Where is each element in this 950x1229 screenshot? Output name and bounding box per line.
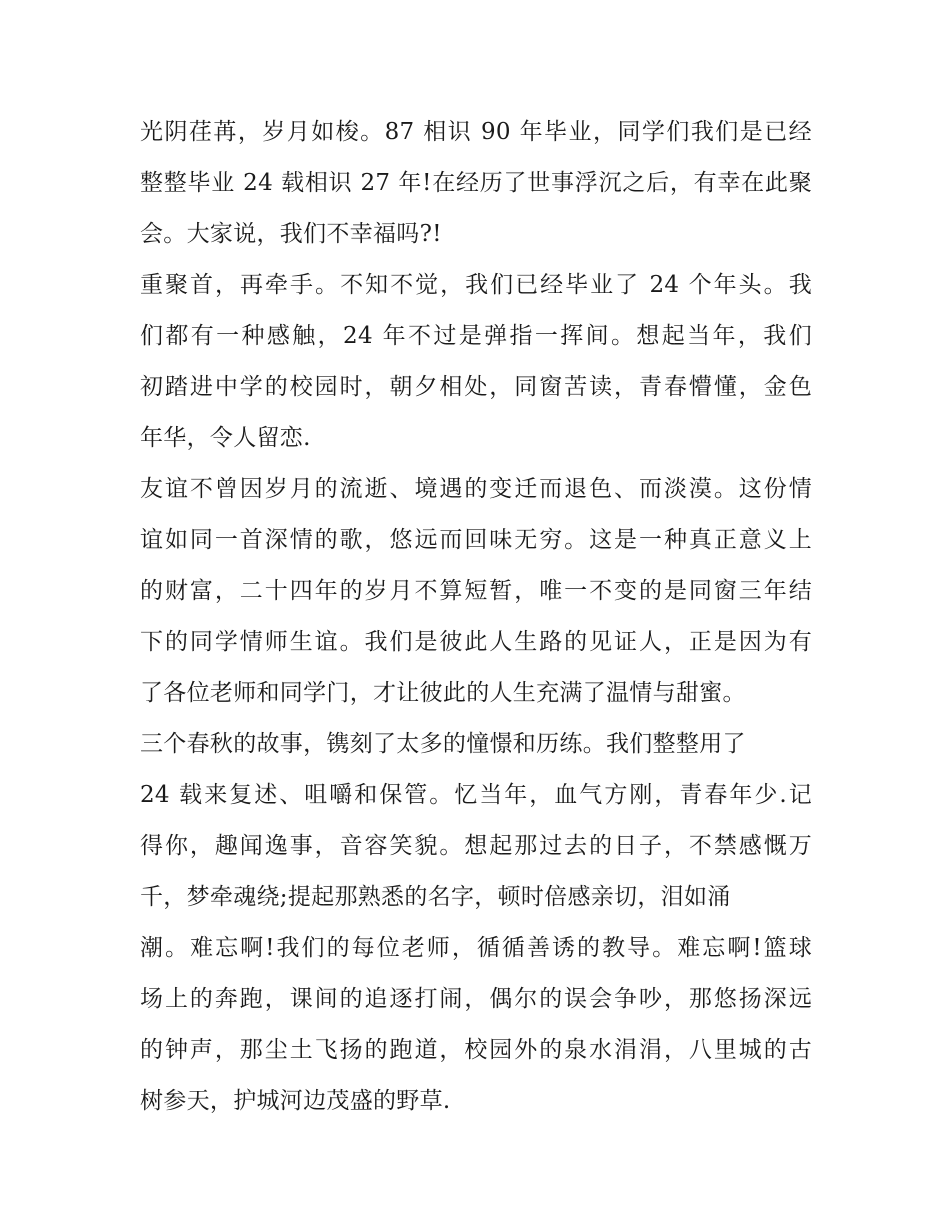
text-line: 年华，令人留恋. <box>140 425 311 451</box>
paragraph-4 <box>140 719 812 1127</box>
text-line: 重聚首，再牵手。不知不觉，我们已经毕业了 24 个年头。我 <box>140 272 812 298</box>
document-body <box>140 107 812 1127</box>
paragraph-3 <box>140 464 812 719</box>
text-line: 们都有一种感触，24 年不过是弹指一挥间。想起当年，我们 <box>140 323 812 349</box>
text-line: 了各位老师和同学门，才让彼此的人生充满了温情与甜蜜。 <box>140 680 746 706</box>
text-line: 得你，趣闻逸事，音容笑貌。想起那过去的日子，不禁感慨万 <box>140 833 812 859</box>
text-line: 初踏进中学的校园时，朝夕相处，同窗苦读，青春懵懂，金色 <box>140 374 812 400</box>
text-line: 树参天，护城河边茂盛的野草. <box>140 1088 451 1114</box>
paragraph-1 <box>140 107 812 260</box>
text-line: 的财富，二十四年的岁月不算短暂，唯一不变的是同窗三年结 <box>140 578 812 604</box>
text-line: 潮。难忘啊!我们的每位老师，循循善诱的教导。难忘啊!篮球 <box>140 935 812 961</box>
text-line: 24 载来复述、咀嚼和保管。忆当年，血气方刚，青春年少.记 <box>140 782 812 808</box>
text-line: 下的同学情师生谊。我们是彼此人生路的见证人，正是因为有 <box>140 629 812 655</box>
paragraph-2 <box>140 260 812 464</box>
text-line: 千，梦牵魂绕;提起那熟悉的名字，顿时倍感亲切，泪如涌 <box>140 884 731 910</box>
text-line: 场上的奔跑，课间的追逐打闹，偶尔的误会争吵，那悠扬深远 <box>140 986 812 1012</box>
text-line: 友谊不曾因岁月的流逝、境遇的变迁而退色、而淡漠。这份情 <box>140 476 812 502</box>
text-line: 的钟声，那尘土飞扬的跑道，校园外的泉水涓涓，八里城的古 <box>140 1037 812 1063</box>
text-line: 谊如同一首深情的歌，悠远而回味无穷。这是一种真正意义上 <box>140 527 812 553</box>
text-line: 整整毕业 24 载相识 27 年!在经历了世事浮沉之后，有幸在此聚 <box>140 170 812 196</box>
text-line: 光阴荏苒，岁月如梭。87 相识 90 年毕业，同学们我们是已经 <box>140 119 812 145</box>
text-line: 三个春秋的故事，镌刻了太多的憧憬和历练。我们整整用了 <box>140 731 746 757</box>
text-line: 会。大家说，我们不幸福吗?! <box>140 221 442 247</box>
